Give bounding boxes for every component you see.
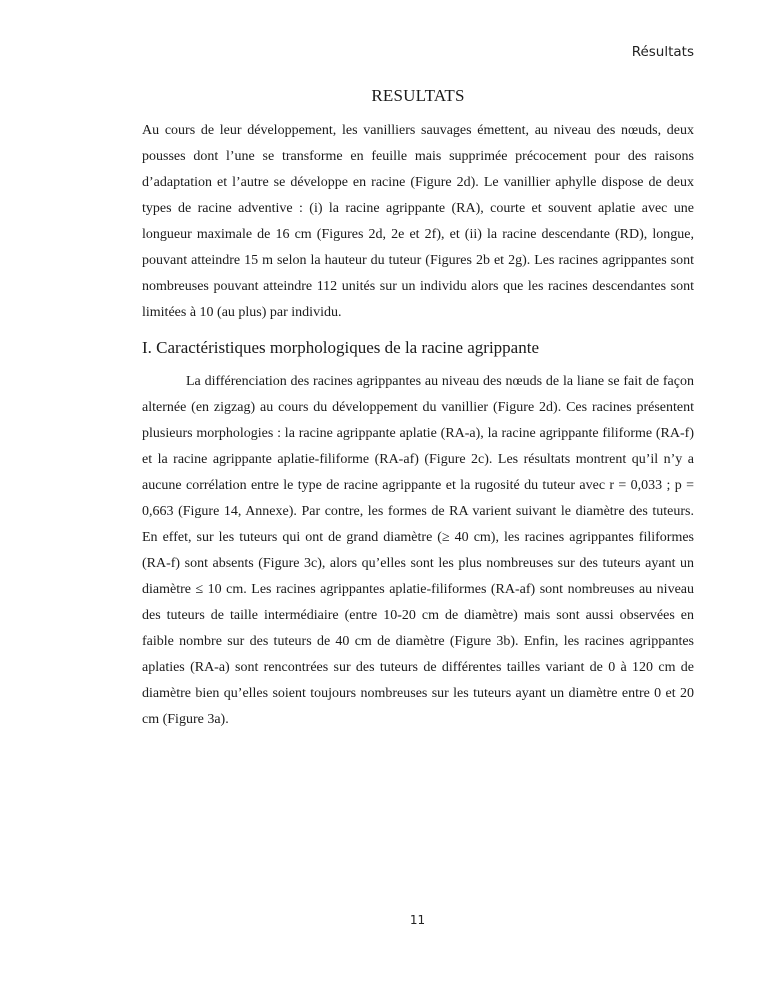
page-title: RESULTATS (371, 86, 465, 105)
section-paragraph: La différenciation des racines agrippantes au niveau des nœuds de la liane se fait de façon alternée (en zigzag) au cours du développement du vanillier (Figure 2d). Ces racines présentent plusieurs morphologies : la racine agrippante aplatie (RA-a), la racine agrippante filiforme (RA-f) et la racine agrippante aplatie-filiforme (RA-af) (Figure 2c). Les résultats montrent qu’il n’y a aucune corrélation entre le type de racine agrippante et la rugosité du tuteur avec r = 0,033 ; p = 0,663 (Figure 14, Annexe). Par contre, les formes de RA varient suivant le diamètre des tuteurs. En effet, sur les tuteurs qui ont de grand diamètre (≥ 40 cm), les racines agrippantes filiformes (RA-f) sont absents (Figure 3c), alors qu’elles sont les plus nombreuses sur des tuteurs ayant un diamètre ≤ 10 cm. Les racines agrippantes aplatie-filiformes (RA-af) sont nombreuses au niveau des tuteurs de taille intermédiaire (entre 10-20 cm de diamètre) mais sont aussi observées en faible nombre sur des tuteurs de 40 cm de diamètre (Figure 3b). Enfin, les racines agrippantes aplaties (RA-a) sont rencontrées sur des tuteurs de différentes tailles variant de 0 à 120 cm de diamètre bien qu’elles soient toujours nombreuses sur les tuteurs ayant un diamètre entre 0 et 20 cm (Figure 3a). (142, 374, 694, 727)
section-heading: I. Caractéristiques morphologiques de la racine agrippante (142, 338, 539, 357)
page-content (142, 86, 694, 733)
page-number: 11 (409, 913, 426, 927)
intro-paragraph: Au cours de leur développement, les vanilliers sauvages émettent, au niveau des nœuds, deux pousses dont l’une se transforme en feuille mais supprimée précocement pour des raisons d’adaptation et l’autre se développe en racine (Figure 2d). Le vanillier aphylle dispose de deux types de racine adventive : (i) la racine agrippante (RA), courte et souvent aplatie avec une longueur maximale de 16 cm (Figures 2d, 2e et 2f), et (ii) la racine descendante (RD), longue, pouvant atteindre 15 m selon la hauteur du tuteur (Figures 2b et 2g). Les racines agrippantes sont nombreuses pouvant atteindre 112 unités sur un individu alors que les racines descendantes sont limitées à 10 (au plus) par individu. (142, 123, 694, 320)
running-header: Résultats (631, 44, 694, 60)
